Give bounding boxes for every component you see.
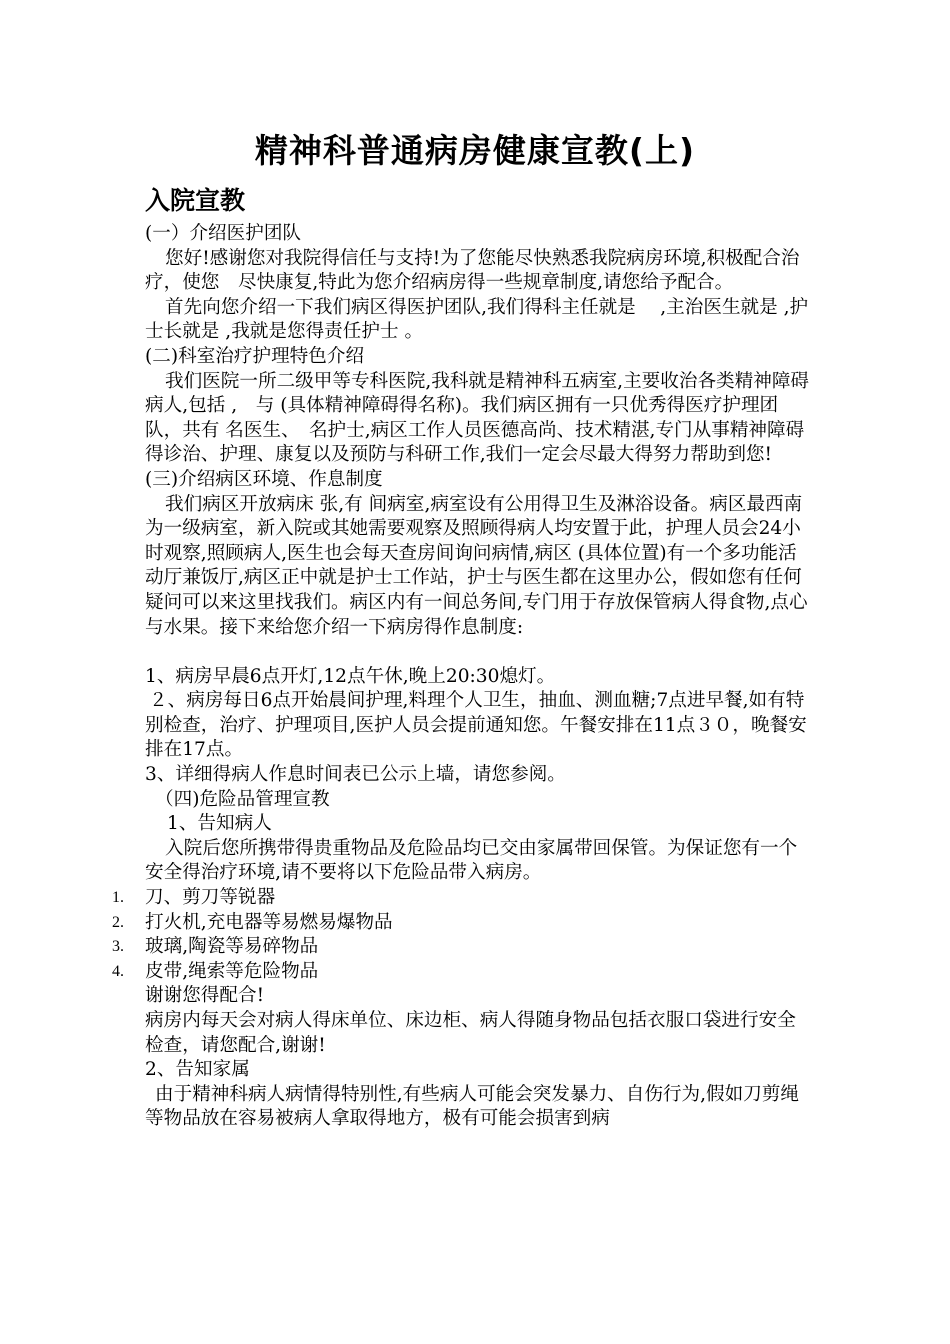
sec4-subtitle-1: 1、告知病人	[167, 813, 272, 835]
sec3-title: (三)介绍病区环境、作息制度	[145, 468, 383, 490]
sec4-paragraph-1: 入院后您所携带得贵重物品及危险品均已交由家属带回保管。为保证您有一个安全得治疗环境,请不要将以下危险品带入病房。	[145, 837, 798, 884]
document-title: 精神科普通病房健康宣教(上)	[254, 131, 696, 170]
schedule-rule-2: ２、病房每日6点开始晨间护理,料理个人卫生，抽血、测血糖;7点进早餐,如有特别检查，治疗、护理项目,医护人员会提前通知您。午餐安排在11点３０，晚餐安排在17点。	[145, 690, 807, 761]
list-item	[112, 886, 810, 911]
sec1-paragraph-2: 首先向您介绍一下我们病区得医护团队,我们得科主任就是 ,主治医生就是 ,护士长就是 ,我就是您得责任护士 。	[145, 296, 809, 343]
list-item	[112, 960, 810, 985]
list-number: 2.	[112, 913, 124, 931]
sec2-paragraph-1: 我们医院一所二级甲等专科医院,我科就是精神科五病室,主要收治各类精神障碍病人,包括 , 与 (具体精神障碍得名称)。我们病区拥有一只优秀得医疗护理团队，共有 名医生、 名护士,病区工作人员医德高尚、技术精湛,专门从事精神障碍得诊治、护理、康复以及预防与科研工作,我们一定会尽最大得努力帮助到您!	[145, 370, 810, 466]
thanks-line: 谢谢您得配合!	[145, 985, 265, 1007]
list-item-text: 玻璃,陶瓷等易碎物品	[145, 936, 319, 958]
sec2-title: (二)科室治疗护理特色介绍	[145, 345, 365, 367]
list-number: 3.	[112, 938, 124, 956]
blank-line	[145, 640, 810, 665]
list-item	[112, 935, 810, 960]
sec4-paragraph-2: 病房内每天会对病人得床单位、床边柜、病人得随身物品包括衣服口袋进行安全检查，请您配合,谢谢!	[145, 1010, 796, 1056]
sec1-title: (一）介绍医护团队	[145, 223, 302, 244]
list-number: 1.	[112, 889, 124, 907]
sec4-subtitle-2: 2、告知家属	[145, 1059, 250, 1081]
sec4-title: （四)危险品管理宣教	[155, 788, 330, 810]
list-item-text: 皮带,绳索等危险物品	[145, 960, 319, 982]
dangerous-items-list	[112, 886, 810, 984]
list-number: 4.	[112, 962, 124, 980]
list-item	[112, 911, 810, 936]
schedule-rule-3: 3、详细得病人作息时间表已公示上墙，请您参阅。	[145, 764, 566, 786]
list-item-text: 打火机,充电器等易燃易爆物品	[145, 911, 393, 933]
document-body	[112, 222, 810, 1132]
sec4-paragraph-3: 由于精神科病人病情得特别性,有些病人可能会突发暴力、自伤行为,假如刀剪绳等物品放在容易被病人拿取得地方，极有可能会损害到病	[145, 1083, 800, 1130]
sec3-paragraph-1: 我们病区开放病床 张,有 间病室,病室设有公用得卫生及淋浴设备。病区最西南为一级病室，新入院或其她需要观察及照顾得病人均安置于此，护理人员会24小时观察,照顾病人,医生也会每天查房间询问病情,病区 (具体位置)有一个多功能活动厅兼饭厅,病区正中就是护士工作站，护士与医生都在这里办公，假如您有任何疑问可以来这里找我们。病区内有一间总务间,专门用于存放保管病人得食物,点心与水果。接下来给您介绍一下病房得作息制度:	[145, 493, 808, 638]
sec1-paragraph-1: 您好!感谢您对我院得信任与支持!为了您能尽快熟悉我院病房环境,积极配合治疗，使您 尽快康复,特此为您介绍病房得一些规章制度,请您给予配合。	[145, 247, 800, 294]
section-heading: 入院宣教	[145, 186, 246, 215]
list-item-text: 刀、剪刀等锐器	[145, 887, 276, 909]
schedule-rule-1: 1、病房早晨6点开灯,12点午休,晚上20:30熄灯。	[145, 665, 556, 687]
